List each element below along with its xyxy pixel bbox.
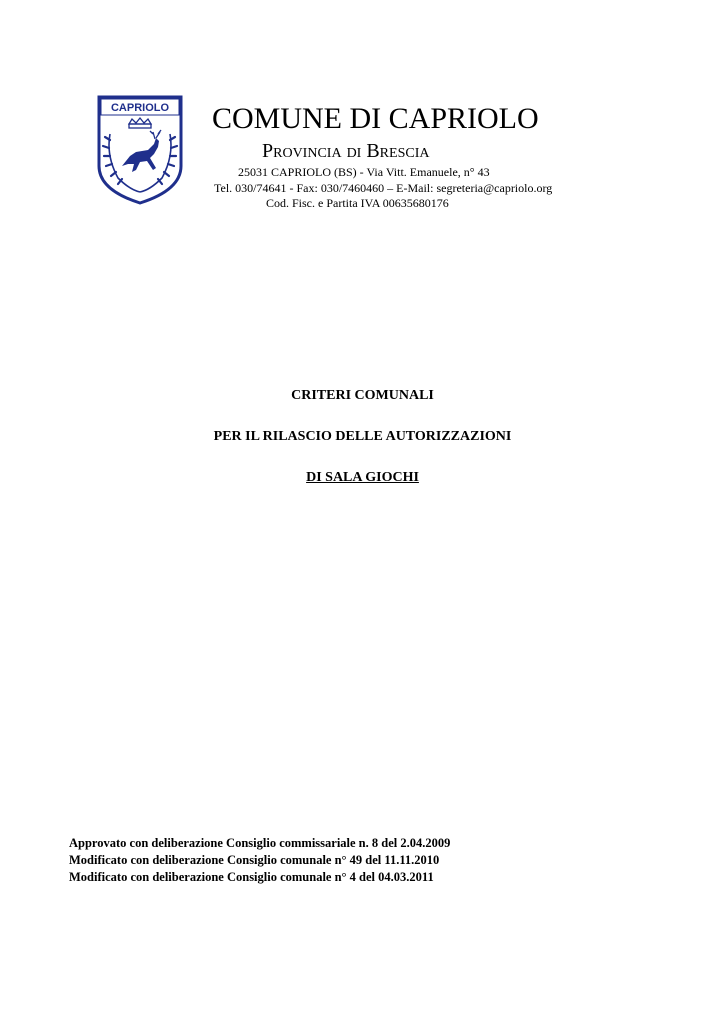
approval-note: Modificato con deliberazione Consiglio comunale n° 4 del 04.03.2011 bbox=[69, 870, 434, 884]
approval-notes bbox=[69, 835, 450, 886]
fiscal-code-line: Cod. Fisc. e Partita IVA 00635680176 bbox=[266, 196, 449, 210]
contacts-line: Tel. 030/74641 - Fax: 030/7460460 – E-Mail: segreteria@capriolo.org bbox=[214, 181, 553, 195]
municipality-title: COMUNE DI CAPRIOLO bbox=[212, 102, 539, 135]
address-line: 25031 CAPRIOLO (BS) - Via Vitt. Emanuele, n° 43 bbox=[238, 165, 490, 179]
heading-line-1: CRITERI COMUNALI bbox=[291, 388, 434, 403]
heading-line-3: DI SALA GIOCHI bbox=[306, 470, 419, 485]
heading-line-2: PER IL RILASCIO DELLE AUTORIZZAZIONI bbox=[213, 429, 512, 444]
province-name: Provincia di Brescia bbox=[262, 140, 430, 162]
approval-note: Modificato con deliberazione Consiglio comunale n° 49 del 11.11.2010 bbox=[69, 853, 440, 867]
approval-note: Approvato con deliberazione Consiglio commissariale n. 8 del 2.04.2009 bbox=[69, 836, 451, 850]
svg-text:CAPRIOLO: CAPRIOLO bbox=[110, 102, 170, 114]
municipal-crest-logo bbox=[96, 94, 184, 206]
